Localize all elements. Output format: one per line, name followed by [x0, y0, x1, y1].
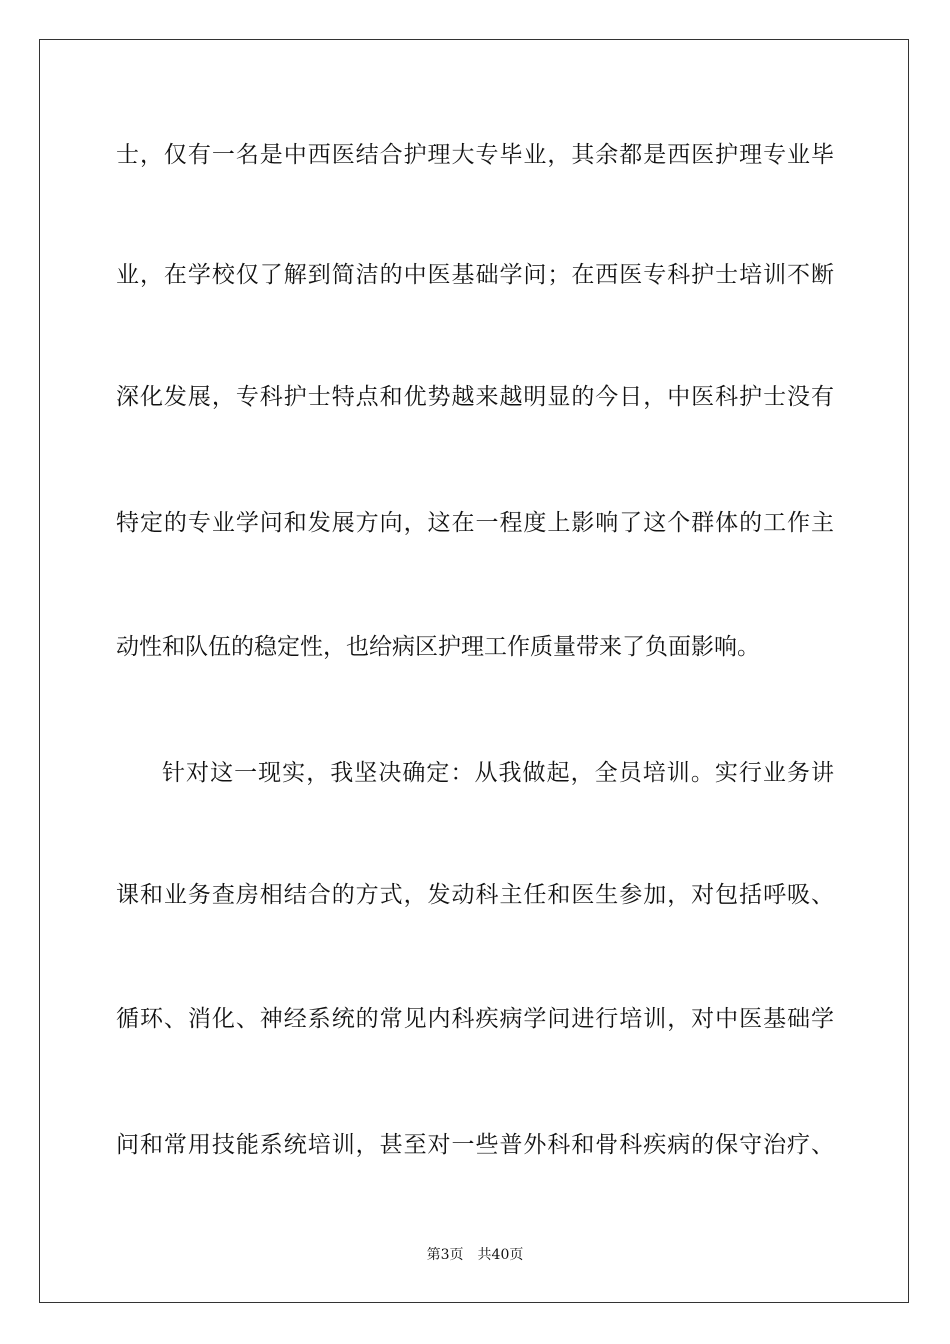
page-number: 第3页: [426, 1247, 464, 1263]
body-line-3: 深化发展，专科护士特点和优势越来越明显的今日，中医科护士没有: [116, 384, 834, 410]
body-line-6: 针对这一现实，我坚决确定：从我做起，全员培训。实行业务讲: [162, 760, 834, 786]
body-line-9: 问和常用技能系统培训，甚至对一些普外科和骨科疾病的保守治疗、: [116, 1132, 834, 1158]
page-total: 共40页: [477, 1247, 524, 1263]
body-line-1: 士，仅有一名是中西医结合护理大专毕业，其余都是西医护理专业毕: [116, 142, 834, 168]
page-border: [39, 39, 909, 1303]
page-footer: [0, 1246, 950, 1264]
body-line-8: 循环、消化、神经系统的常见内科疾病学问进行培训，对中医基础学: [116, 1006, 834, 1032]
body-line-2: 业，在学校仅了解到简洁的中医基础学问；在西医专科护士培训不断: [116, 262, 834, 288]
body-line-7: 课和业务查房相结合的方式，发动科主任和医生参加，对包括呼吸、: [116, 882, 834, 908]
body-line-5: 动性和队伍的稳定性，也给病区护理工作质量带来了负面影响。: [116, 634, 760, 660]
body-line-4: 特定的专业学问和发展方向，这在一程度上影响了这个群体的工作主: [116, 510, 834, 536]
